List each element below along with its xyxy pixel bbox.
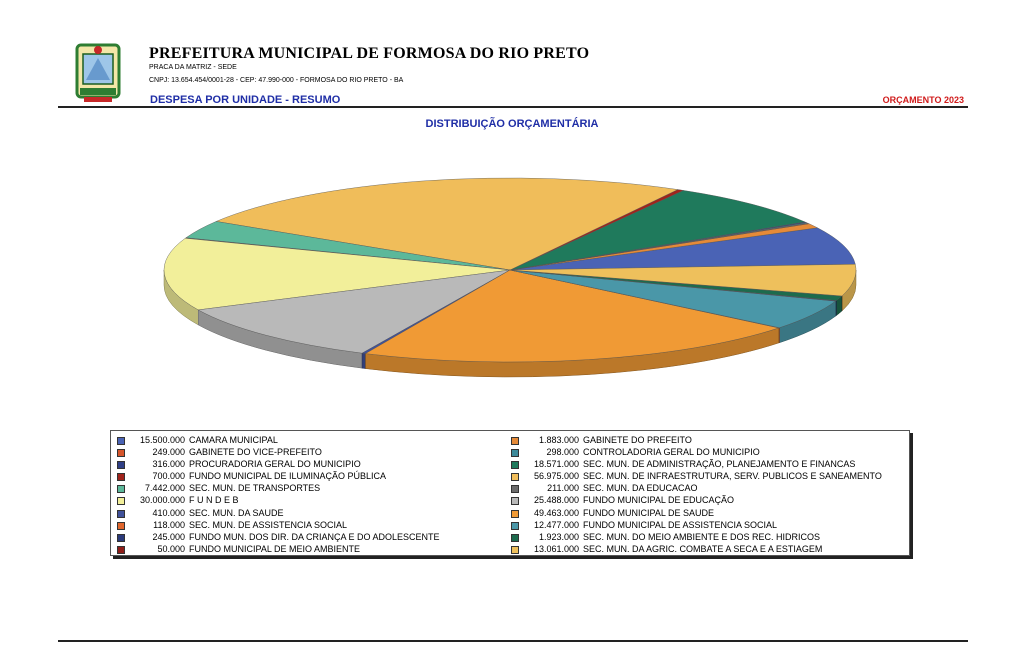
- legend-swatch: [511, 534, 519, 542]
- legend-item: [511, 519, 906, 531]
- chart-legend: [110, 430, 910, 556]
- legend-label: FUNDO MUNICIPAL DE MEIO AMBIENTE: [189, 543, 361, 554]
- legend-swatch: [117, 534, 125, 542]
- legend-label: CAMARA MUNICIPAL: [189, 435, 278, 445]
- legend-value: 245.000: [152, 531, 185, 542]
- legend-item: [117, 519, 497, 531]
- legend-label: SEC. MUN. DA SAUDE: [189, 507, 284, 518]
- cnpj-line: CNPJ: 13.654.454/0001-28 - CEP: 47.990-000 - FORMOSA DO RIO PRETO - BA: [149, 77, 404, 84]
- legend-value: 25.488.000: [533, 495, 579, 506]
- legend-swatch: [117, 522, 125, 530]
- chart-title: DISTRIBUIÇÃO ORÇAMENTÁRIA: [425, 118, 599, 130]
- legend-swatch: [511, 546, 519, 554]
- legend-item: [511, 507, 906, 519]
- legend-item: [117, 434, 497, 446]
- legend-swatch: [511, 461, 519, 469]
- legend-item: [511, 543, 906, 555]
- legend-value: 50.000: [157, 543, 185, 554]
- budget-label: ORÇAMENTO 2023: [882, 95, 964, 105]
- legend-swatch: [117, 510, 125, 518]
- budget-pie-chart: [150, 160, 870, 395]
- section-title: DESPESA POR UNIDADE - RESUMO: [150, 94, 341, 106]
- legend-swatch: [117, 461, 125, 469]
- legend-swatch: [117, 485, 125, 493]
- legend-value: 13.061.000: [533, 543, 579, 554]
- legend-column-left: [117, 434, 497, 555]
- legend-item: [511, 531, 906, 543]
- legend-item: [511, 458, 906, 470]
- legend-swatch: [511, 485, 519, 493]
- legend-value: 15.500.000: [139, 435, 185, 445]
- legend-value: 700.000: [152, 471, 185, 482]
- legend-item: [117, 446, 497, 458]
- legend-value: 249.000: [152, 447, 185, 458]
- pie-top-faces: [164, 178, 856, 362]
- page-title: PREFEITURA MUNICIPAL DE FORMOSA DO RIO PRETO: [149, 45, 590, 62]
- legend-label: FUNDO MUN. DOS DIR. DA CRIANÇA E DO ADOLESCENTE: [189, 531, 440, 542]
- legend-swatch: [117, 473, 125, 481]
- legend-label: SEC. MUN. DA EDUCACAO: [583, 483, 698, 494]
- legend-value: 316.000: [152, 459, 185, 470]
- legend-label: CONTROLADORIA GERAL DO MUNICIPIO: [583, 447, 760, 458]
- legend-value: 30.000.000: [139, 495, 185, 506]
- legend-item: [117, 531, 497, 543]
- legend-label: FUNDO MUNICIPAL DE EDUCAÇÃO: [583, 495, 735, 506]
- address-line: PRACA DA MATRIZ - SEDE: [149, 64, 237, 71]
- legend-value: 1.923.000: [538, 531, 579, 542]
- legend-value: 18.571.000: [533, 459, 579, 470]
- legend-label: SEC. MUN. DA AGRIC. COMBATE A SECA E A ESTIAGEM: [583, 543, 823, 554]
- header-divider: [58, 106, 968, 108]
- legend-value: 410.000: [152, 507, 185, 518]
- legend-value: 7.442.000: [144, 483, 185, 494]
- legend-value: 211.000: [547, 483, 579, 494]
- legend-label: SEC. MUN. DE TRANSPORTES: [189, 483, 321, 494]
- legend-swatch: [117, 437, 125, 445]
- legend-swatch: [511, 473, 519, 481]
- legend-label: SEC. MUN. DE INFRAESTRUTURA, SERV. PUBLICOS E SANEAMENTO: [583, 471, 882, 482]
- legend-swatch: [511, 437, 519, 445]
- legend-column-right: [511, 434, 906, 555]
- legend-item: [511, 494, 906, 506]
- legend-value: 1.883.000: [538, 435, 579, 445]
- legend-item: [511, 482, 906, 494]
- legend-item: [117, 494, 497, 506]
- legend-item: [511, 434, 906, 446]
- legend-swatch: [511, 497, 519, 505]
- legend-item: [117, 543, 497, 555]
- legend-swatch: [117, 497, 125, 505]
- legend-item: [117, 507, 497, 519]
- legend-value: 12.477.000: [533, 519, 579, 530]
- legend-item: [117, 458, 497, 470]
- legend-label: SEC. MUN. DE ASSISTENCIA SOCIAL: [189, 519, 348, 530]
- legend-swatch: [117, 546, 125, 554]
- legend-label: FUNDO MUNICIPAL DE ILUMINAÇÃO PÚBLICA: [189, 471, 387, 482]
- legend-swatch: [511, 449, 519, 457]
- legend-value: 49.463.000: [533, 507, 579, 518]
- legend-label: GABINETE DO VICE-PREFEITO: [189, 447, 322, 458]
- legend-label: FUNDO MUNICIPAL DE ASSISTENCIA SOCIAL: [583, 519, 778, 530]
- footer-divider: [58, 640, 968, 642]
- legend-swatch: [511, 522, 519, 530]
- legend-swatch: [117, 449, 125, 457]
- legend-item: [511, 470, 906, 482]
- legend-label: F U N D E B: [189, 495, 239, 506]
- legend-item: [511, 446, 906, 458]
- legend-label: SEC. MUN. DE ADMINISTRAÇÃO, PLANEJAMENTO E FINANCAS: [583, 459, 856, 470]
- legend-item: [117, 470, 497, 482]
- legend-label: SEC. MUN. DO MEIO AMBIENTE E DOS REC. HIDRICOS: [583, 531, 821, 542]
- legend-label: GABINETE DO PREFEITO: [583, 435, 692, 445]
- legend-value: 298.000: [546, 447, 579, 458]
- municipal-coat-of-arms-logo: [74, 42, 122, 104]
- pie-slice-side: [362, 353, 365, 368]
- legend-label: PROCURADORIA GERAL DO MUNICIPIO: [189, 459, 361, 470]
- legend-value: 118.000: [153, 519, 185, 530]
- legend-label: FUNDO MUNICIPAL DE SAUDE: [583, 507, 715, 518]
- legend-swatch: [511, 510, 519, 518]
- legend-value: 56.975.000: [533, 471, 579, 482]
- legend-item: [117, 482, 497, 494]
